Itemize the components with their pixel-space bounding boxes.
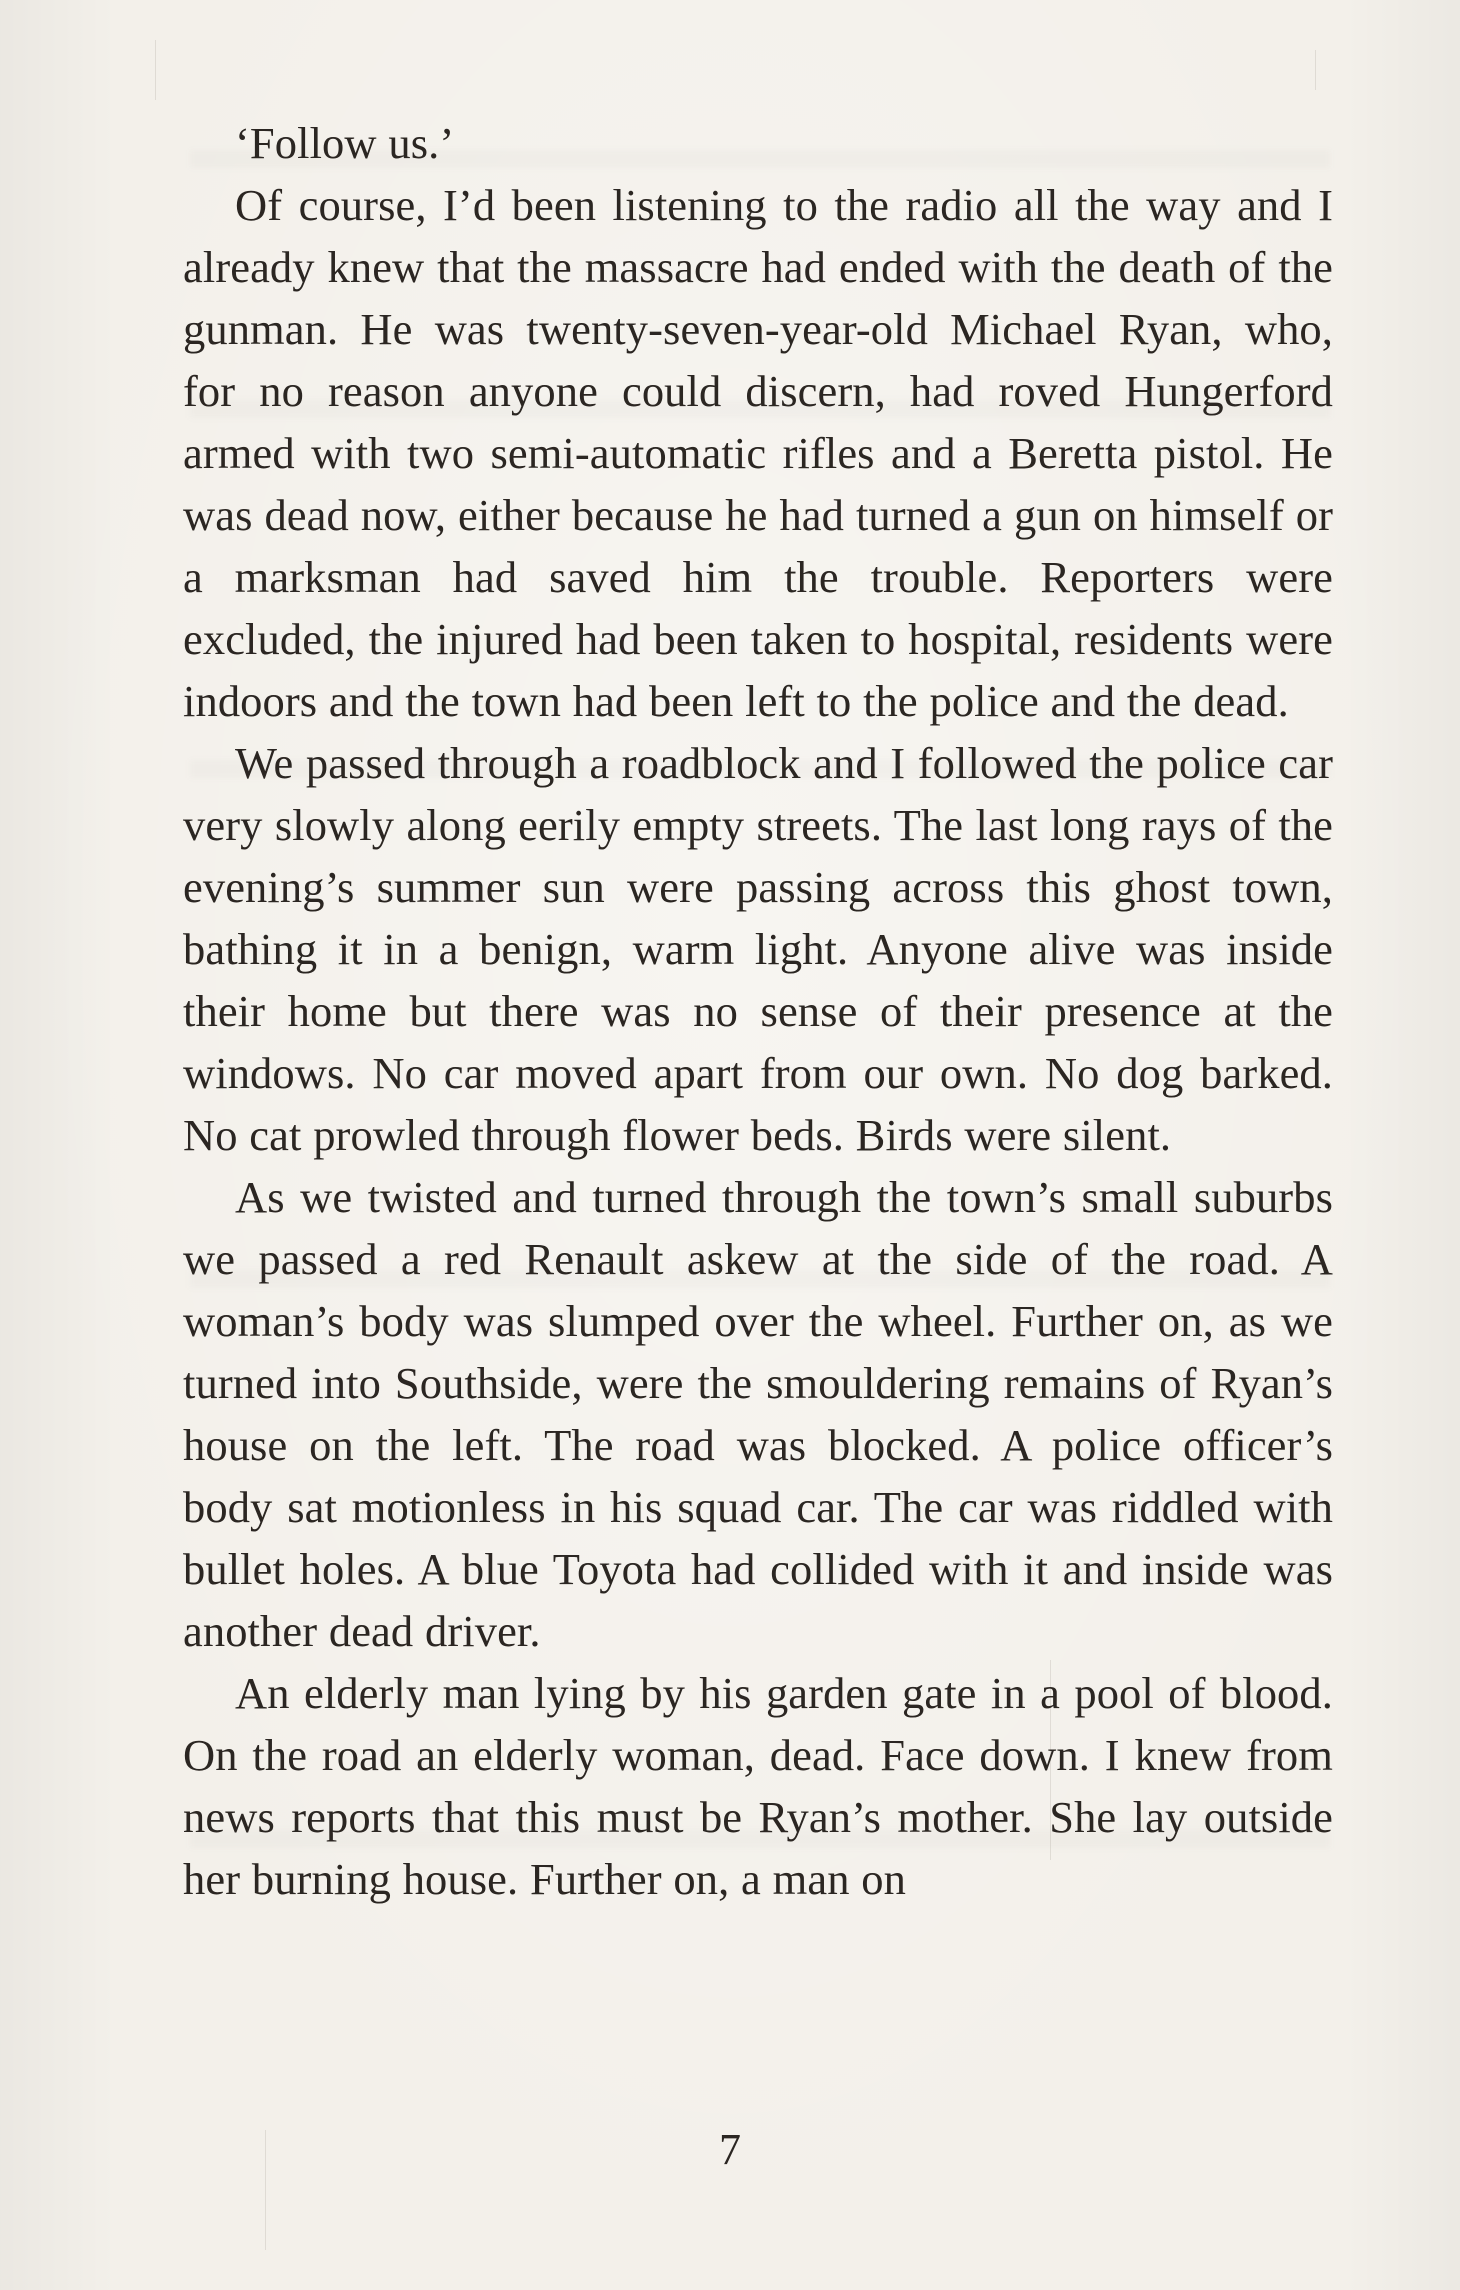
paragraph-1: ‘Follow us.’ <box>235 118 455 168</box>
body-text <box>183 112 1333 1910</box>
page-edge-mark <box>155 40 156 100</box>
page-number: 7 <box>719 2125 741 2174</box>
paragraph-5: An elderly man lying by his garden gate in a pool of blood. On the road an elderly woman, dead. Face down. I knew from news reports that this must be Ryan’s mother. She lay outside her burning house. Further on, a man on <box>183 1668 1333 1904</box>
paragraph-4: As we twisted and turned through the town’s small suburbs we passed a red Renault askew at the side of the road. A woman’s body was slumped over the wheel. Further on, as we turned into Southside, were the smouldering remains of Ryan’s house on the left. The road was blocked. A police officer’s body sat motionless in his squad car. The car was riddled with bullet holes. A blue Toyota had collided with it and inside was another dead driver. <box>183 1172 1333 1656</box>
paragraph-2: Of course, I’d been listening to the radio all the way and I already knew that the massacre had ended with the death of the gunman. He was twenty-seven-year-old Michael Ryan, who, for no reason anyone could discern, had roved Hungerford armed with two semi-automatic rifles and a Beretta pistol. He was dead now, either because he had turned a gun on himself or a marksman had saved him the trouble. Reporters were excluded, the injured had been taken to hospital, residents were indoors and the town had been left to the police and the dead. <box>183 180 1333 726</box>
paragraph-3: We passed through a roadblock and I followed the police car very slowly along eerily empty streets. The last long rays of the evening’s summer sun were passing across this ghost town, bathing it in a benign, warm light. Anyone alive was inside their home but there was no sense of their presence at the windows. No car moved apart from our own. No dog barked. No cat prowled through flower beds. Birds were silent. <box>183 738 1333 1160</box>
page-edge-mark <box>1315 50 1316 90</box>
